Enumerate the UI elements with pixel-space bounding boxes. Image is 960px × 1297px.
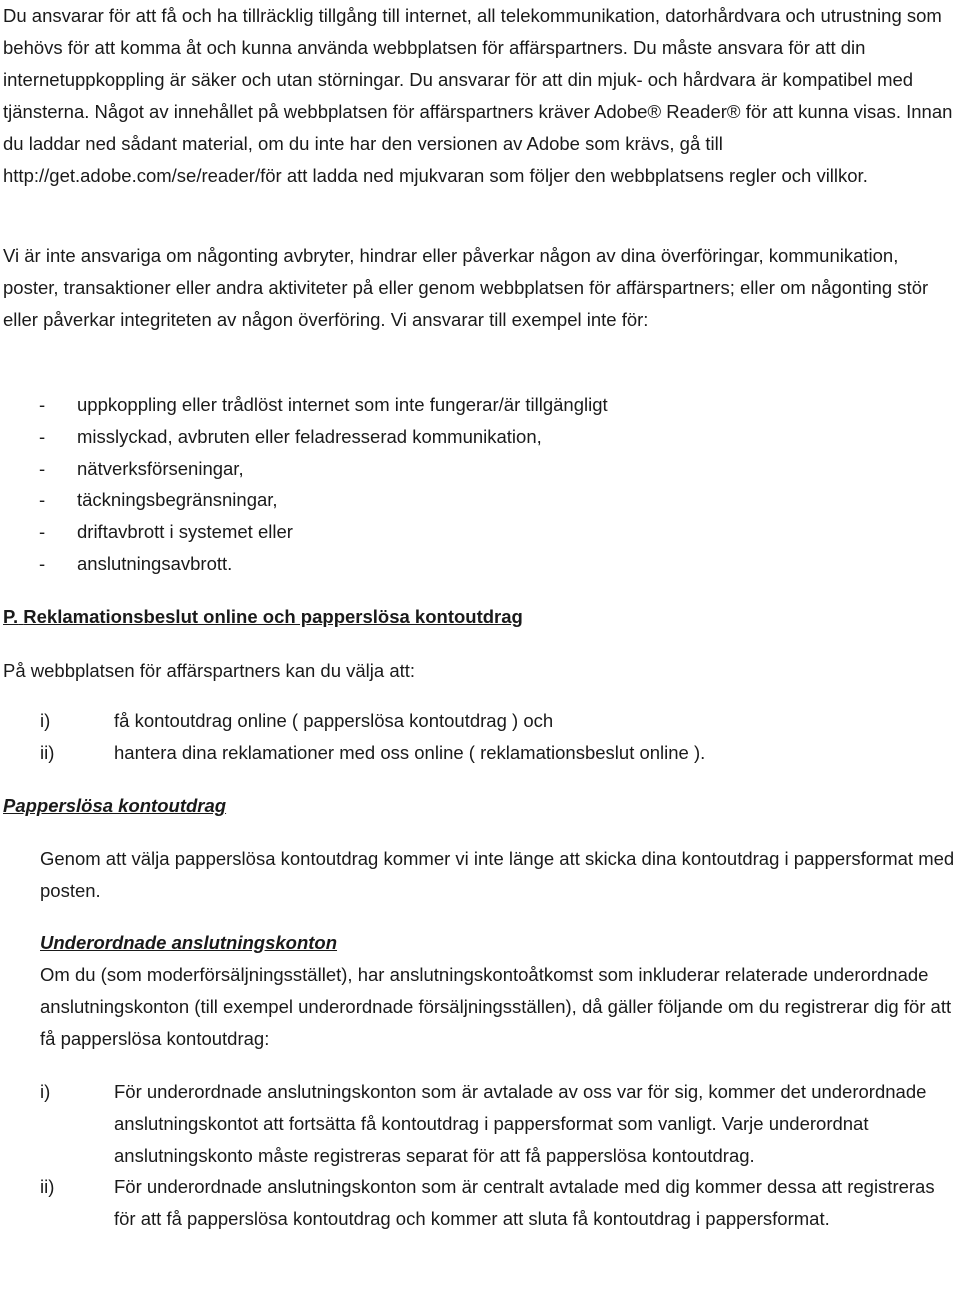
list-item	[3, 484, 943, 516]
dash-marker: -	[39, 521, 46, 543]
list-item-text: För underordnade anslutningskonton som är centralt avtalade med dig kommer dessa att registreras för att få papperslösa kontoutdrag och kommer att sluta få kontoutdrag i pappersformat.	[114, 1176, 935, 1230]
sub-accounts-intro: Om du (som moderförsäljningsstället), har anslutningskontoåtkomst som inkluderar relaterade underordnade anslutningskonton (till exempel underordnade försäljningsställen), då gäller följande om du registrerar dig för att få papperslösa kontoutdrag:	[40, 964, 952, 1049]
section-prefix: P.	[3, 606, 19, 627]
list-item	[3, 705, 953, 737]
list-item	[3, 1076, 953, 1171]
list-item	[3, 548, 943, 580]
list-number: i)	[40, 710, 51, 731]
sub-accounts-list	[3, 1076, 953, 1235]
list-item-text: täckningsbegränsningar,	[77, 489, 278, 511]
intro-paragraph: Du ansvarar för att få och ha tillräcklig tillgång till internet, all telekommunikation, datorhårdvara och utrustning som behövs för att komma åt och kunna använda webbplatsen för affärspartners. Du måste ansvara för att din internetuppkoppling är säker och utan störningar. Du ansvarar för att din mjuk- och hårdvara är kompatibel med tjänsterna. Något av innehållet på webbplatsen för affärspartners kräver Adobe® Reader® för att kunna visas. Innan du laddar ned sådant material, om du inte har den versionen av Adobe som krävs, gå till http://get.adobe.com/se/reader/för att ladda ned mjukvaran som följer den webbplatsens regler och villkor.	[3, 5, 953, 186]
list-item-text: För underordnade anslutningskonton som är avtalade av oss var för sig, kommer det underordnade anslutningskontot att fortsätta få kontoutdrag i pappersformat som vanligt. Varje underordnat anslutningskonto måste registreras separat för att få papperslösa kontoutdrag.	[114, 1081, 927, 1166]
list-number: ii)	[40, 741, 55, 763]
list-item-text: anslutningsavbrott.	[77, 552, 233, 574]
list-item	[3, 1171, 953, 1235]
section-heading-p	[3, 601, 523, 633]
liability-paragraph: Vi är inte ansvariga om någonting avbryter, hindrar eller påverkar någon av dina överföringar, kommunikation, poster, transaktioner eller andra aktiviteter på eller genom webbplatsen för affärspartners; eller om någonting stör eller påverkar integriteten av någon överföring. Vi ansvarar till exempel inte för:	[3, 245, 929, 330]
dash-list	[3, 389, 943, 580]
sub-accounts-heading: Underordnade anslutningskonton	[40, 932, 338, 953]
choose-intro: På webbplatsen för affärspartners kan du välja att:	[3, 660, 416, 681]
paperless-text: Genom att välja papperslösa kontoutdrag kommer vi inte länge att skicka dina kontoutdrag i pappersformat med posten.	[40, 848, 955, 901]
dash-marker: -	[39, 552, 46, 574]
list-item	[3, 737, 953, 769]
list-item-text: nätverksförseningar,	[77, 457, 244, 479]
dash-marker: -	[39, 489, 46, 511]
dash-marker: -	[39, 394, 46, 415]
list-item	[3, 453, 943, 485]
dash-marker: -	[39, 457, 46, 479]
list-item-text: driftavbrott i systemet eller	[77, 521, 293, 543]
choose-list	[3, 705, 953, 769]
list-item	[3, 421, 943, 453]
list-item	[3, 389, 943, 421]
section-title: Reklamationsbeslut online och papperslösa kontoutdrag	[23, 606, 523, 627]
paperless-heading: Papperslösa kontoutdrag	[3, 795, 227, 816]
list-item-text: uppkoppling eller trådlöst internet som inte fungerar/är tillgängligt	[77, 394, 608, 415]
list-item-text: få kontoutdrag online ( papperslösa kontoutdrag ) och	[114, 710, 554, 731]
list-item	[3, 516, 943, 548]
list-number: ii)	[40, 1176, 55, 1198]
dash-marker: -	[39, 425, 46, 447]
list-number: i)	[40, 1081, 51, 1102]
list-item-text: hantera dina reklamationer med oss online ( reklamationsbeslut online ).	[114, 741, 706, 763]
list-item-text: misslyckad, avbruten eller feladresserad kommunikation,	[77, 425, 542, 447]
